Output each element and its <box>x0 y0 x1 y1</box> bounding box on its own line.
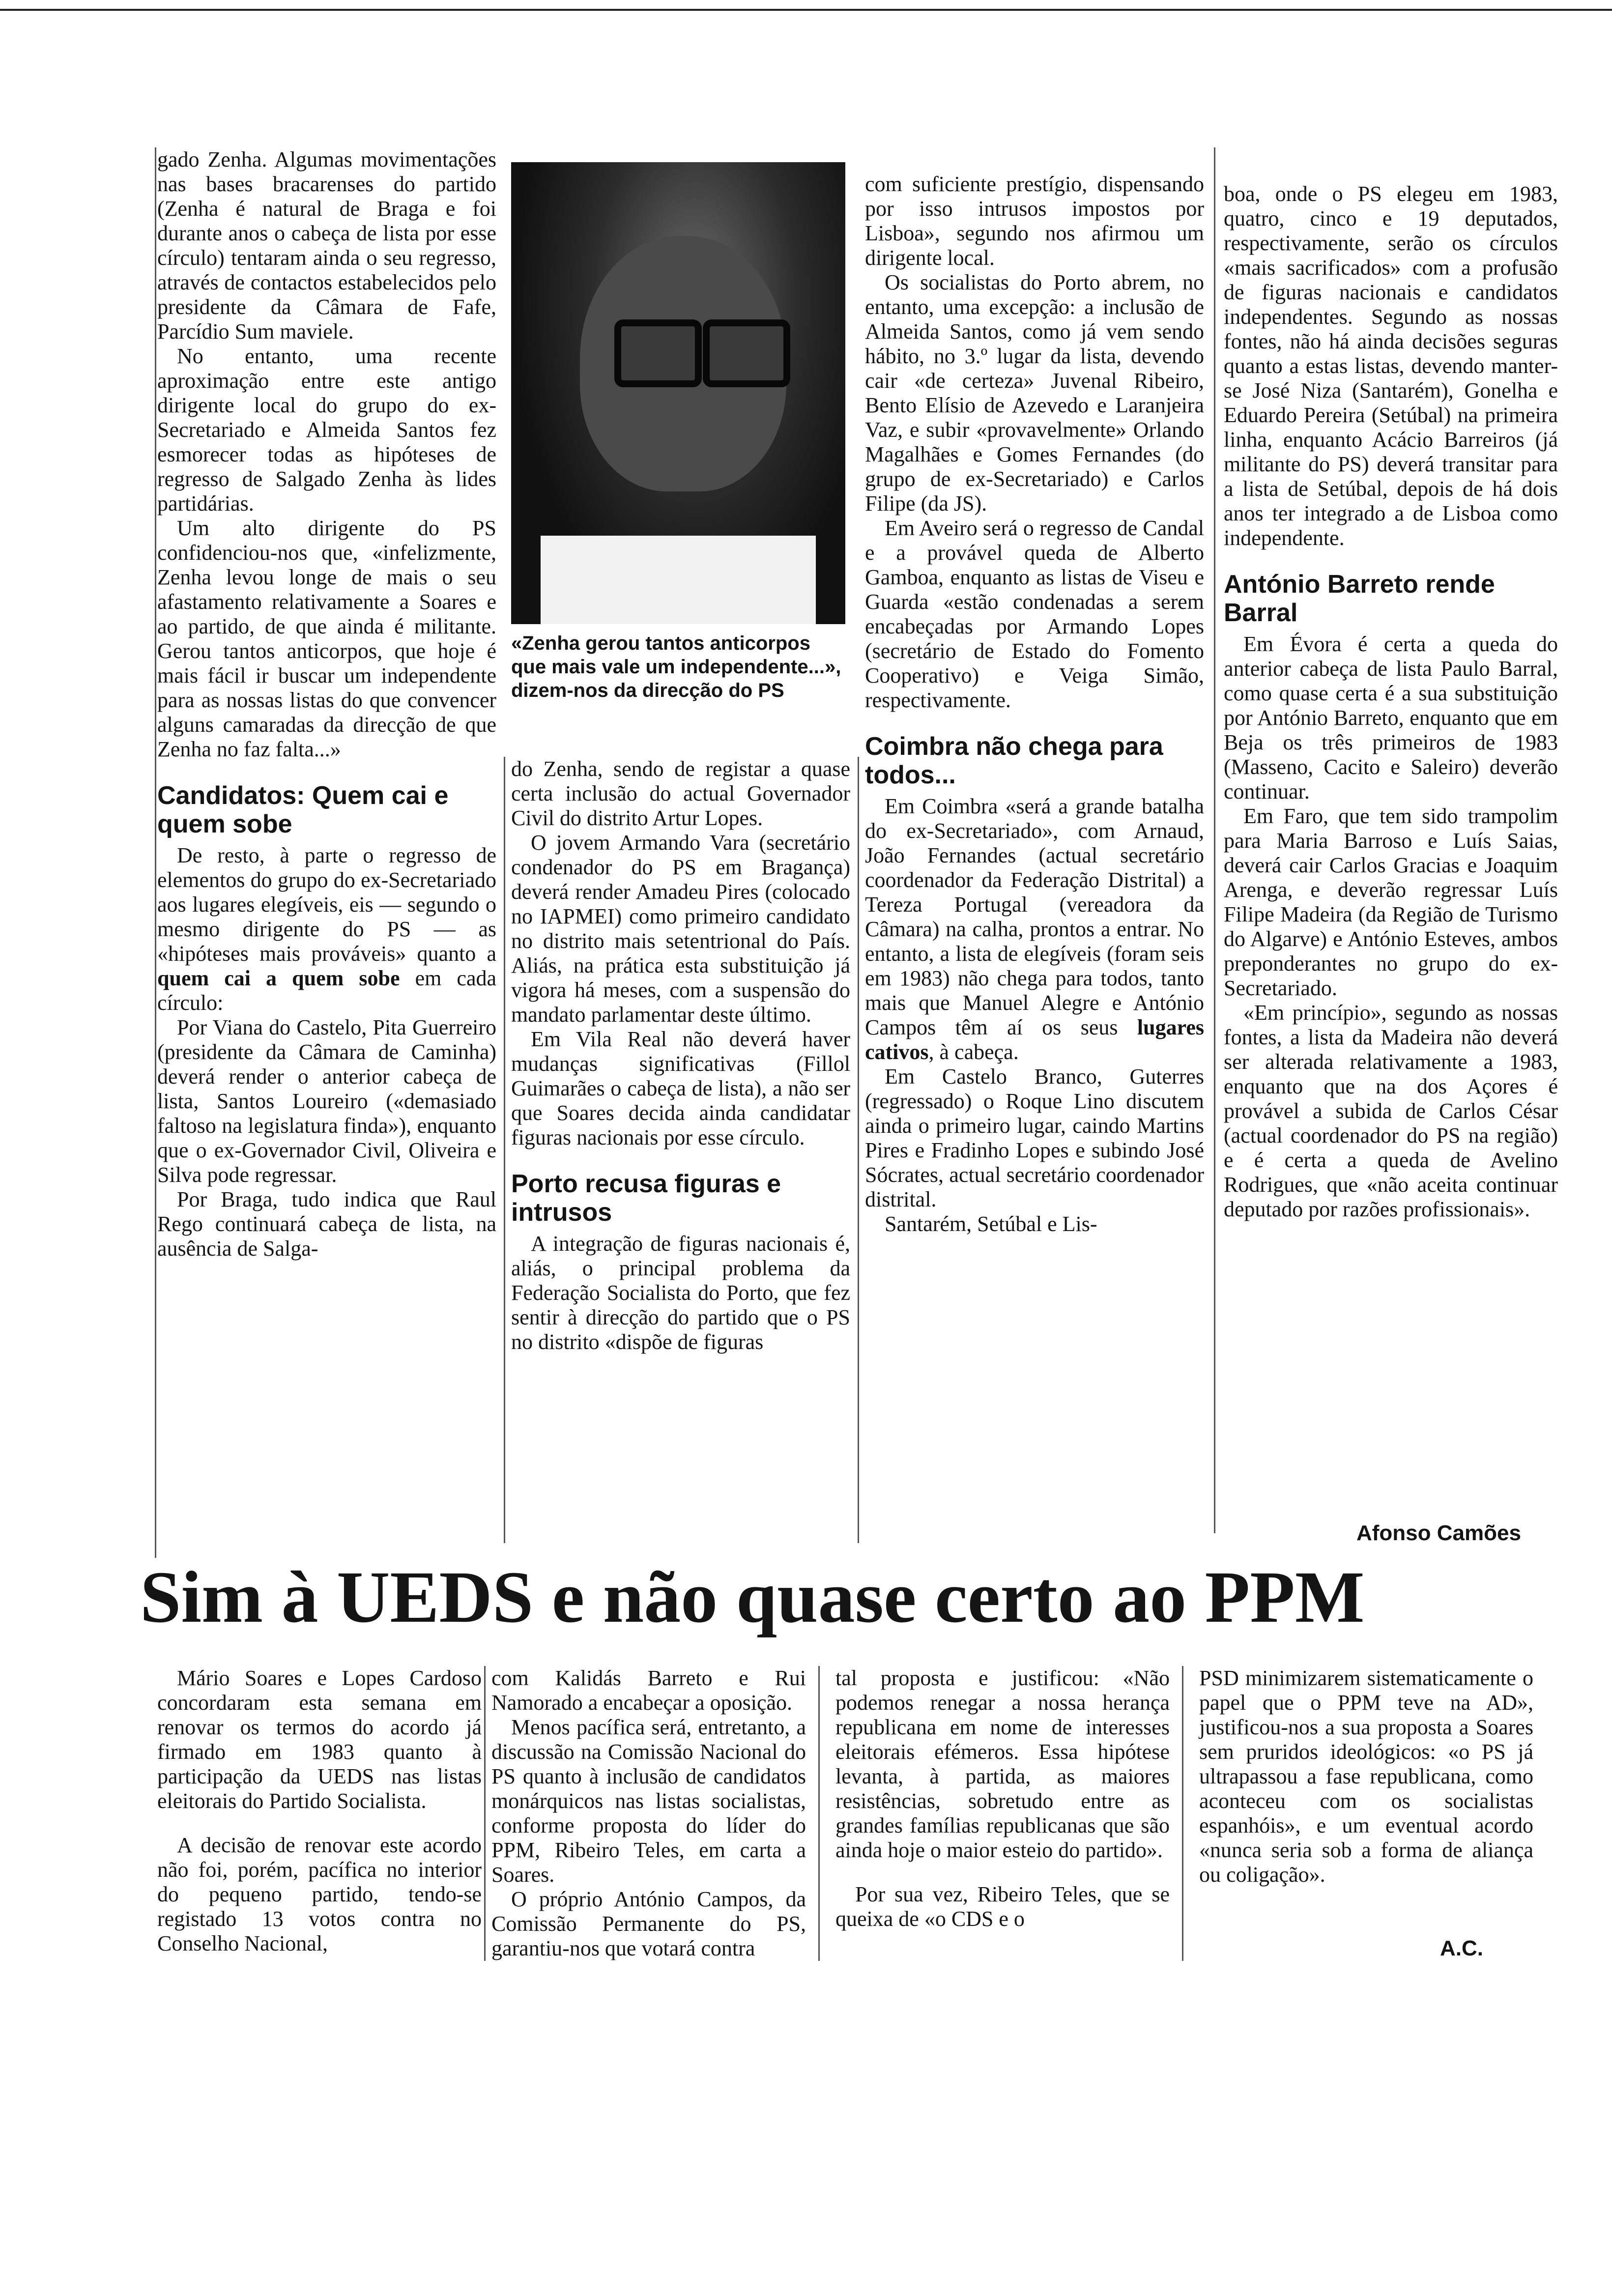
column-rule <box>484 1666 486 1961</box>
subheading: António Barreto rende Barral <box>1224 570 1495 627</box>
paragraph: tal proposta e justificou: «Não podemos renegar a nossa herança republicana em nome de interesses eleitorais efémeros. Essa hipótese levanta, à partida, as maiores resistências, sobretudo entre as grandes famílias republicanas que são ainda hoje o maior esteio do partido». <box>835 1666 1170 1862</box>
paragraph: Em Vila Real não deverá haver mudanças significativas (Fillol Guimarães o cabeça de lista), a não ser que Soares decida ainda candidatar figuras nacionais por esse círculo. <box>511 1027 850 1149</box>
subheading: Coimbra não chega para todos... <box>865 732 1163 789</box>
paragraph: Por sua vez, Ribeiro Teles, que se queixa de «o CDS e o <box>835 1882 1170 1931</box>
column-rule <box>818 1666 820 1961</box>
top-column-1 <box>157 147 496 1261</box>
paragraph: boa, onde o PS elegeu em 1983, quatro, cinco e 19 deputados, respectivamente, serão os círculos «mais sacrificados» com a profusão de figuras nacionais e candidatos independentes. Segundo as nossas fontes, não há ainda decisões seguras quanto a estas listas, devendo manter-se José Niza (Santarém), Gonelha e Eduardo Pereira (Setúbal) na primeira linha, enquanto Acácio Barreiros (já militante do PS) deverá transitar para a lista de Setúbal, depois de há dois anos ter integrado a de Lisboa como independente. <box>1224 182 1558 550</box>
photo-shirt <box>541 536 816 624</box>
paragraph: gado Zenha. Algumas movimentações nas bases bracarenses do partido (Zenha é natural de Braga e foi durante anos o cabeça de lista por esse círculo) tentaram ainda o seu regresso, através de contactos estabelecidos pelo presidente da Câmara de Fafe, Parcídio Sum maviele. <box>157 147 496 344</box>
bottom-column-4 <box>1199 1666 1533 1887</box>
paragraph: Por Braga, tudo indica que Raul Rego continuará cabeça de lista, na ausência de Salga- <box>157 1187 496 1261</box>
portrait-photo <box>511 162 845 624</box>
paragraph: Em Faro, que tem sido trampolim para Maria Barroso e Luís Saias, deverá cair Carlos Gracias e Joaquim Arenga, e deverão regressar Luís Filipe Madeira (da Região de Turismo do Algarve) e António Esteves, ambos preponderantes no grupo do ex-Secretariado. <box>1224 804 1558 1000</box>
photo-caption: «Zenha gerou tantos anticorpos que mais vale um independente...», dizem-nos da direcção do PS <box>511 632 841 701</box>
column-rule <box>1182 1666 1183 1961</box>
paragraph: O jovem Armando Vara (secretário condenador do PS em Bragança) deverá render Amadeu Pires (colocado no IAPMEI) como primeiro candidato no distrito mais setentrional do País. Aliás, na prática esta substituição já vigora há meses, com a suspensão do mandato parlamentar deste último. <box>511 831 850 1027</box>
top-column-3 <box>865 172 1204 1236</box>
paragraph: Mário Soares e Lopes Cardoso concordaram esta semana em renovar os termos do acordo já firmado em 1983 quanto à participação da UEDS nas listas eleitorais do Partido Socialista. <box>157 1666 482 1813</box>
paragraph: Os socialistas do Porto abrem, no entanto, uma excepção: a inclusão de Almeida Santos, como já vem sendo hábito, no 3.º lugar da lista, devendo cair «de certeza» Juvenal Ribeiro, Bento Elísio de Azevedo e Laranjeira Vaz, e subir «provavelmente» Orlando Magalhães e Gomes Fernandes (do grupo de ex-Secretariado) e Carlos Filipe (da JS). <box>865 270 1204 516</box>
paragraph: Menos pacífica será, entretanto, a discussão na Comissão Nacional do PS quanto à inclusão de candidatos monárquicos nas listas socialistas, conforme proposta do líder do PPM, Ribeiro Teles, em carta a Soares. <box>491 1715 806 1887</box>
column-rule <box>504 757 505 1543</box>
author-signature: A.C. <box>1440 1936 1483 1960</box>
bottom-column-3 <box>835 1666 1170 1931</box>
top-column-2 <box>511 757 850 1354</box>
paragraph: Santarém, Setúbal e Lis- <box>885 1212 1097 1236</box>
paragraph: Em Coimbra «será a grande batalha do ex-Secretariado», com Arnaud, João Fernandes (actual secretário coordenador da Federação Distrital) a Tereza Portugal (vereadora da Câmara) na calha, prontos a entrar. No entanto, a lista de elegíveis (foram seis em 1983) não chega para todos, tanto mais que Manuel Alegre e António Campos têm aí os seus lugares cativos, à cabeça. <box>865 794 1205 1064</box>
page-top-rule <box>0 9 1612 11</box>
paragraph: Em Aveiro será o regresso de Candal e a provável queda de Alberto Gamboa, enquanto as listas de Viseu e Guarda «estão condenadas a serem encabeçadas por Armando Lopes (secretário de Estado do Fomento Cooperativo) e Veiga Simão, respectivamente. <box>865 516 1204 712</box>
headline: Sim à UEDS e não quase certo ao PPM <box>140 1556 1365 1638</box>
paragraph: «Em princípio», segundo as nossas fontes, a lista da Madeira não deverá ser alterada relativamente a 1983, enquanto que na dos Açores é provável a subida de Carlos César (actual coordenador do PS na região) e é certa a queda de Avelino Rodrigues, que «não aceita continuar deputado por razões profissionais». <box>1224 1001 1558 1221</box>
column-rule <box>858 757 859 1543</box>
paragraph: Em Castelo Branco, Guterres (regressado) o Roque Lino discutem ainda o primeiro lugar, caindo Martins Pires e Fradinho Lopes e subindo José Sócrates, actual secretário coordenador distrital. <box>865 1064 1204 1211</box>
paragraph: com suficiente prestígio, dispensando por isso intrusos impostos por Lisboa», segundo nos afirmou um dirigente local. <box>865 172 1204 270</box>
column-rule <box>155 147 156 1558</box>
paragraph: com Kalidás Barreto e Rui Namorado a encabeçar a oposição. <box>491 1666 806 1715</box>
paragraph: Em Évora é certa a queda do anterior cabeça de lista Paulo Barral, como quase certa é a sua substituição por António Barreto, enquanto que em Beja os três primeiros de 1983 (Masseno, Cacito e Saleiro) deverão continuar. <box>1224 632 1558 804</box>
bottom-column-2 <box>491 1666 806 1961</box>
paragraph: Um alto dirigente do PS confidenciou-nos que, «infelizmente, Zenha levou longe de mais o seu afastamento relativamente a Soares e ao partido, de que ainda é militante. Gerou tantos anticorpos, que hoje é mais fácil ir buscar um independente para as nossas listas do que convencer alguns camaradas da direcção de que Zenha no faz falta...» <box>157 516 496 761</box>
paragraph: O próprio António Campos, da Comissão Permanente do PS, garantiu-nos que votará contra <box>491 1887 806 1960</box>
paragraph: do Zenha, sendo de registar a quase certa inclusão do actual Governador Civil do distrito Artur Lopes. <box>511 757 850 830</box>
glasses-left-lens <box>614 319 702 387</box>
paragraph: PSD minimizarem sistematicamente o papel que o PPM teve na AD», justificou-nos a sua proposta a Soares sem pruridos ideológicos: «o PS já ultrapassou a fase republicana, como aconteceu com os socialistas espanhóis», e um eventual acordo «nunca seria sob a forma de aliança ou coligação». <box>1199 1666 1533 1887</box>
author-signature: Afonso Camões <box>1356 1521 1521 1545</box>
glasses-right-lens <box>703 319 790 387</box>
column-rule <box>1214 147 1215 1533</box>
paragraph: De resto, à parte o regresso de elementos do grupo do ex-Secretariado aos lugares elegíveis, eis — segundo o mesmo dirigente do PS — as «hipóteses mais prováveis» quanto a quem cai a quem sobe em cada círculo: <box>157 843 497 1015</box>
top-column-4 <box>1224 182 1558 1222</box>
subheading: Porto recusa figuras e intrusos <box>511 1170 781 1227</box>
paragraph: Por Viana do Castelo, Pita Guerreiro (presidente da Câmara de Caminha) deverá render o anterior cabeça de lista, Santos Loureiro («demasiado faltoso na legislatura finda»), enquanto que o ex-Governador Civil, Oliveira e Silva pode regressar. <box>157 1015 496 1187</box>
paragraph: No entanto, uma recente aproximação entre este antigo dirigente local do grupo do ex-Secretariado e Almeida Santos fez esmorecer todas as hipóteses de regresso de Salgado Zenha às lides partidárias. <box>157 344 496 516</box>
paragraph: A integração de figuras nacionais é, aliás, o principal problema da Federação Socialista do Porto, que fez sentir à direcção do partido que o PS no distrito «dispõe de figuras <box>511 1232 850 1354</box>
bottom-column-1 <box>157 1666 482 1956</box>
subheading: Candidatos: Quem cai e quem sobe <box>157 781 449 838</box>
paragraph: A decisão de renovar este acordo não foi, porém, pacífica no interior do pequeno partido, tendo-se registado 13 votos contra no Conselho Nacional, <box>157 1833 482 1955</box>
